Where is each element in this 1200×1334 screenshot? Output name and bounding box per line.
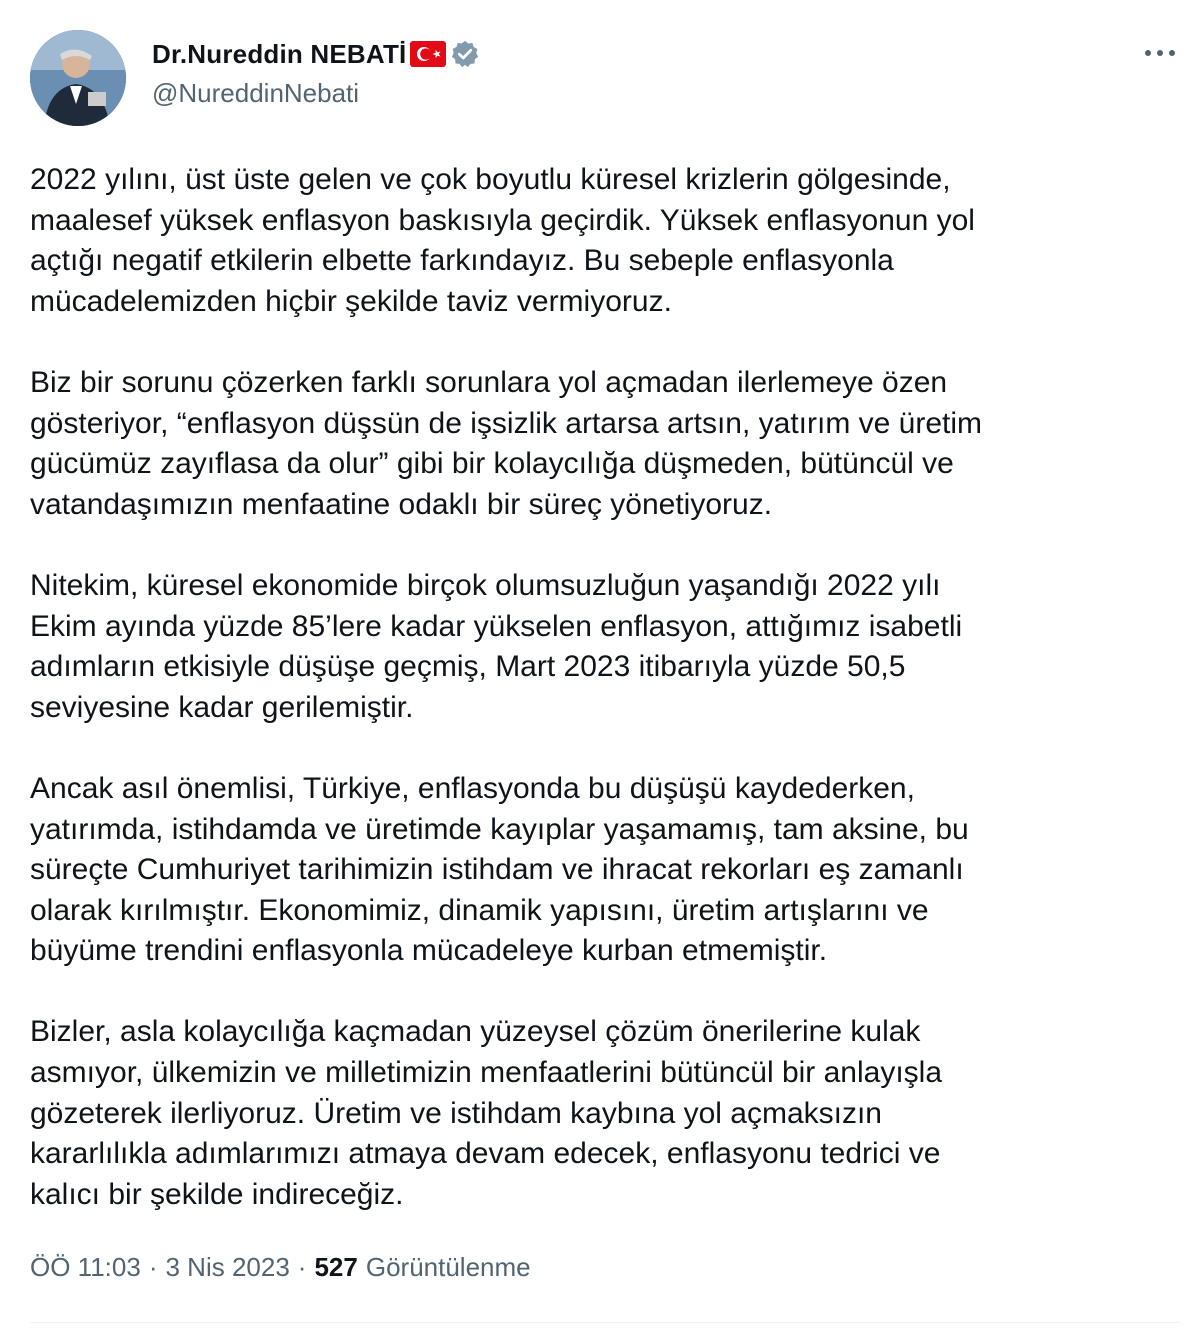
author-handle[interactable]: @NureddinNebati <box>152 78 360 108</box>
tweet-line: gücümüz zayıflasa da olur” gibi bir kolaycılığa düşmeden, bütüncül ve <box>30 447 954 481</box>
views-label: Görüntülenme <box>365 1252 531 1282</box>
tweet-line: yatırımda, istihdamda ve üretimde kayıplar yaşamamış, tam aksine, bu <box>30 812 969 846</box>
tweet-line: büyüme trendini enflasyonla mücadeleye kurban etmemiştir. <box>30 934 828 968</box>
tweet-line: mücadelemizden hiçbir şekilde taviz vermiyoruz. <box>30 284 672 318</box>
tweet-line: maalesef yüksek enflasyon baskısıyla geçirdik. Yüksek enflasyonun yol <box>30 203 975 237</box>
tweet-time[interactable]: ÖÖ 11:03 <box>30 1252 141 1282</box>
meta-separator: · <box>148 1252 158 1282</box>
more-options-icon[interactable] <box>1142 38 1178 68</box>
tweet-text <box>30 160 1180 1256</box>
views-count: 527 <box>314 1252 358 1282</box>
tweet-line: kalıcı bir şekilde indireceğiz. <box>30 1177 404 1211</box>
tweet-line: gösteriyor, “enflasyon düşsün de işsizlik artarsa artsın, yatırım ve üretim <box>30 406 983 440</box>
verified-badge-icon <box>450 39 480 69</box>
tweet-paragraph <box>30 566 1180 728</box>
avatar[interactable] <box>30 30 126 126</box>
tweet-line: olarak kırılmıştır. Ekonomimiz, dinamik yapısını, üretim artışlarını ve <box>30 893 929 927</box>
tweet-line: açtığı negatif etkilerin elbette farkındayız. Bu sebeple enflasyonla <box>30 244 894 278</box>
author-display-name[interactable]: Dr.Nureddin NEBATİ <box>152 38 407 69</box>
tweet-paragraph <box>30 769 1180 972</box>
tweet-line: Biz bir sorunu çözerken farklı sorunlara yol açmadan ilerlemeye özen <box>30 365 948 399</box>
turkey-flag-icon <box>410 41 446 67</box>
author-name-row <box>152 36 480 72</box>
meta-separator: · <box>297 1252 307 1282</box>
tweet-line: Bizler, asla kolaycılığa kaçmadan yüzeysel çözüm önerilerine kulak <box>30 1015 921 1049</box>
tweet-line: Ancak asıl önemlisi, Türkiye, enflasyonda bu düşüşü kaydederken, <box>30 771 915 805</box>
tweet-line: vatandaşımızın menfaatine odaklı bir süreç yönetiyoruz. <box>30 487 773 521</box>
tweet-line: kararlılıkla adımlarımızı atmaya devam edecek, enflasyonu tedrici ve <box>30 1137 941 1171</box>
divider <box>30 1322 1180 1323</box>
tweet-line: adımların etkisiyle düşüşe geçmiş, Mart 2023 itibarıyla yüzde 50,5 <box>30 650 906 684</box>
tweet-paragraph <box>30 363 1180 525</box>
tweet-line: Ekim ayında yüzde 85’lere kadar yükselen enflasyon, attığımız isabetli <box>30 609 963 643</box>
tweet-meta <box>30 1252 531 1283</box>
tweet-paragraph <box>30 1012 1180 1215</box>
tweet-line: seviyesine kadar gerilemiştir. <box>30 690 414 724</box>
tweet-paragraph <box>30 160 1180 322</box>
tweet-line: gözeterek ilerliyoruz. Üretim ve istihdam kaybına yol açmaksızın <box>30 1096 882 1130</box>
tweet-date[interactable]: 3 Nis 2023 <box>165 1252 290 1282</box>
avatar-photo <box>30 30 126 126</box>
tweet-line: 2022 yılını, üst üste gelen ve çok boyutlu küresel krizlerin gölgesinde, <box>30 163 951 196</box>
tweet-line: Nitekim, küresel ekonomide birçok olumsuzluğun yaşandığı 2022 yılı <box>30 568 941 602</box>
tweet-line: asmıyor, ülkemizin ve milletimizin menfaatlerini bütüncül bir anlayışla <box>30 1056 943 1090</box>
tweet-line: süreçte Cumhuriyet tarihimizin istihdam ve ihracat rekorları eş zamanlı <box>30 853 964 887</box>
